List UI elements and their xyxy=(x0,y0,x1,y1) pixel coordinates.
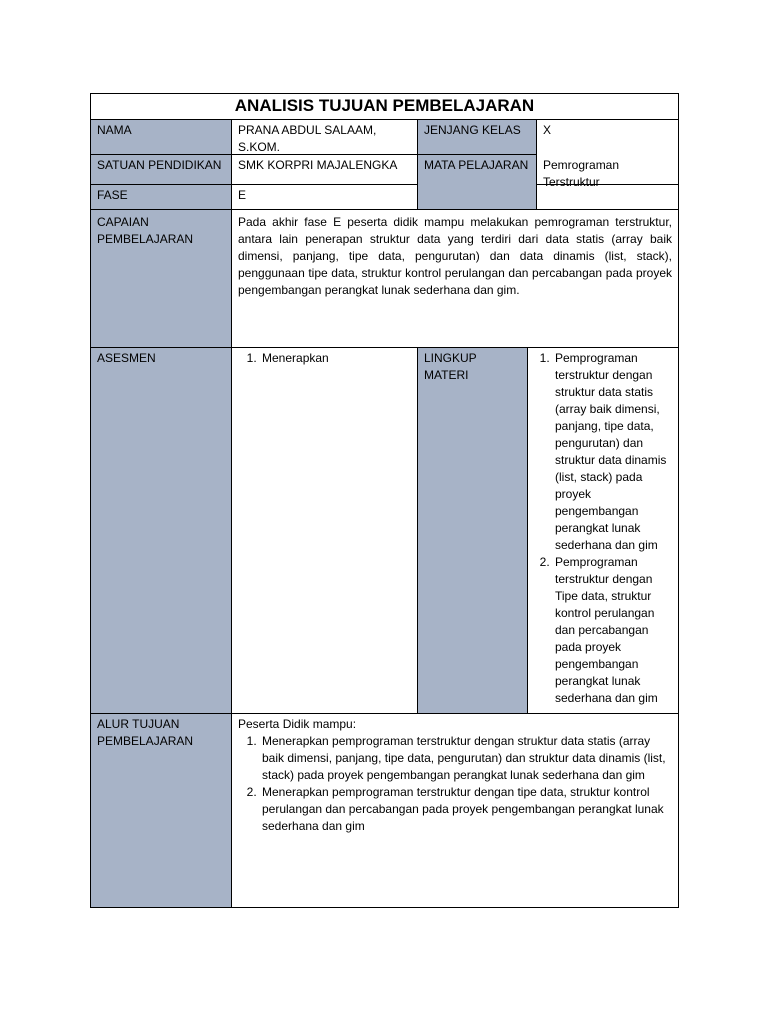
asesmen-item: 1. Menerapkan xyxy=(260,350,411,367)
document-title: ANALISIS TUJUAN PEMBELAJARAN xyxy=(91,94,678,120)
value-asesmen xyxy=(232,348,418,714)
label-satuan-pendidikan: SATUAN PENDIDIKAN xyxy=(91,155,232,185)
value-alur-tujuan-pembelajaran xyxy=(232,714,678,907)
label-jenjang-kelas: JENJANG KELAS xyxy=(418,120,537,155)
lingkup-item: 1. Pemprograman terstruktur dengan struktur data statis (array baik dimensi, panjang, tipe data, pengurutan) dan struktur data dinamis (list, stack) pada proyek pengembangan perangkat lunak sederhana dan gim xyxy=(553,350,672,554)
value-fase: E xyxy=(232,185,418,210)
label-mata-pelajaran: MATA PELAJARAN xyxy=(418,155,537,210)
label-lingkup-materi: LINGKUP MATERI xyxy=(418,348,528,714)
alur-item: 2. Menerapkan pemprograman terstruktur dengan tipe data, struktur kontrol perulangan dan percabangan pada proyek pengembangan perangkat lunak sederhana dan gim xyxy=(260,784,672,835)
analysis-table xyxy=(90,93,679,908)
value-lingkup-materi xyxy=(528,348,678,714)
label-nama: NAMA xyxy=(91,120,232,155)
value-jenjang-kelas: X xyxy=(537,120,678,185)
value-satuan-pendidikan: SMK KORPRI MAJALENGKA xyxy=(232,155,418,185)
label-capaian-pembelajaran: CAPAIAN PEMBELAJARAN xyxy=(91,210,232,348)
label-fase: FASE xyxy=(91,185,232,210)
label-alur-tujuan-pembelajaran: ALUR TUJUAN PEMBELAJARAN xyxy=(91,714,232,907)
label-asesmen: ASESMEN xyxy=(91,348,232,714)
lingkup-item: 2. Pemprograman terstruktur dengan Tipe data, struktur kontrol perulangan dan percabangan pada proyek pengembangan perangkat lunak sederhana dan gim xyxy=(553,554,672,707)
alur-item: 1. Menerapkan pemprograman terstruktur dengan struktur data statis (array baik dimensi, panjang, tipe data, pengurutan) dan struktur data dinamis (list, stack) pada proyek pengembangan perangkat lunak sederhana dan gim xyxy=(260,733,672,784)
value-mata-pelajaran: Pemrograman Terstruktur xyxy=(537,155,678,210)
alur-intro: Peserta Didik mampu: xyxy=(238,717,357,731)
value-capaian-pembelajaran: Pada akhir fase E peserta didik mampu melakukan pemrograman terstruktur, antara lain penerapan struktur data yang terdiri dari data statis (array baik dimensi, panjang, tipe data, pengurutan) dan data dinamis (list, stack), penggunaan tipe data, struktur kontrol perulangan dan percabangan pada proyek pengembangan perangkat lunak sederhana dan gim. xyxy=(232,210,678,348)
value-nama: PRANA ABDUL SALAAM, S.KOM. xyxy=(232,120,418,155)
